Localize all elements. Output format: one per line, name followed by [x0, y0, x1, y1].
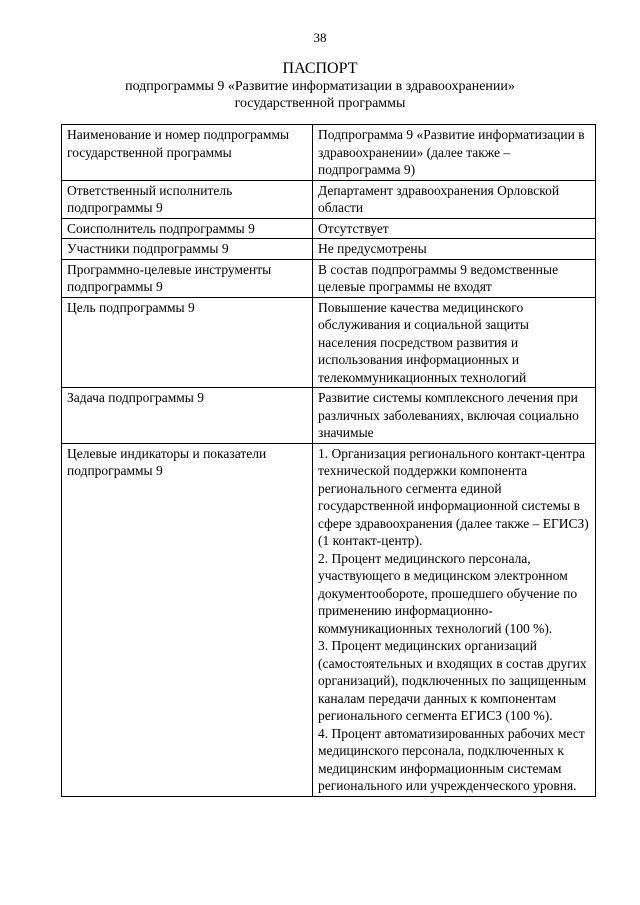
- table-row: [62, 218, 596, 239]
- document-heading: [0, 60, 640, 112]
- indicator-item: 3. Процент медицинских организаций (самостоятельных и входящих в состав других организаций), подключенных по защищенным каналам передачи данных к компонентам регионального сегмента ЕГИСЗ (100 %).: [318, 638, 587, 723]
- row-value: Подпрограмма 9 «Развитие информатизации в здравоохранении» (далее также – подпрограмма 9): [313, 125, 596, 181]
- row-label: Соисполнитель подпрограммы 9: [62, 218, 313, 239]
- row-label: Участники подпрограммы 9: [62, 239, 313, 260]
- table-row: [62, 259, 596, 297]
- row-label: Программно-целевые инструменты подпрограммы 9: [62, 259, 313, 297]
- indicator-item: 4. Процент автоматизированных рабочих мест медицинского персонала, подключенных к медицинским информационным системам регионального или учрежденческого уровня.: [318, 725, 585, 793]
- row-value: Не предусмотрены: [313, 239, 596, 260]
- passport-table: [61, 124, 596, 797]
- document-subtitle-line1: подпрограммы 9 «Развитие информатизации в здравоохранении»: [125, 79, 515, 94]
- row-value: Повышение качества медицинского обслуживания и социальной защиты населения посредством развития и использования информационных и телекоммуникационных технологий: [313, 297, 596, 388]
- table-row: [62, 388, 596, 444]
- row-label: Задача подпрограммы 9: [62, 388, 313, 444]
- row-label: Наименование и номер подпрограммы государственной программы: [62, 125, 313, 181]
- document-subtitle-line2: государственной программы: [234, 96, 406, 111]
- row-value: Департамент здравоохранения Орловской области: [313, 180, 596, 218]
- row-value: Отсутствует: [313, 218, 596, 239]
- indicator-item: 2. Процент медицинского персонала, участвующего в медицинском электронном документообороте, прошедшего обучение по применению информационно-коммуникационных технологий (100 %).: [318, 550, 578, 636]
- row-value-indicators: [313, 443, 596, 796]
- table-row: [62, 239, 596, 260]
- row-label: Цель подпрограммы 9: [62, 297, 313, 388]
- row-label: Целевые индикаторы и показатели подпрограммы 9: [62, 443, 313, 796]
- table-row: [62, 180, 596, 218]
- row-label: Ответственный исполнитель подпрограммы 9: [62, 180, 313, 218]
- table-row: [62, 297, 596, 388]
- page-number: 38: [313, 30, 327, 45]
- table-row: [62, 125, 596, 181]
- table-row: [62, 443, 596, 796]
- row-value: В состав подпрограммы 9 ведомственные целевые программы не входят: [313, 259, 596, 297]
- row-value: Развитие системы комплексного лечения при различных заболеваниях, включая социально значимые: [313, 388, 596, 444]
- document-title: ПАСПОРТ: [282, 60, 358, 77]
- indicator-item: 1. Организация регионального контакт-центра технической поддержки компонента регионального сегмента единой государственной информационной системы в сфере здравоохранения (далее также – ЕГИСЗ) (1 контакт-центр).: [318, 445, 589, 548]
